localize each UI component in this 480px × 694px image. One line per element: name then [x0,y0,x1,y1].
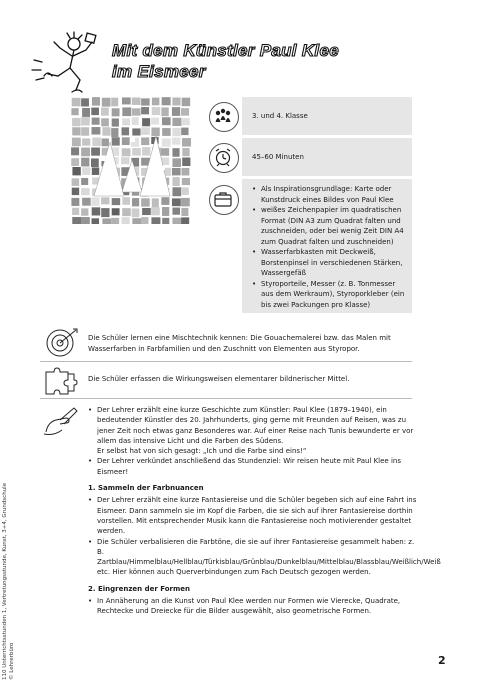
list-item: • Der Lehrer verkündet anschließend das Stundenziel: Wir reisen heute mit Paul Klee ins Eismeer! [88,456,420,477]
art-tile [81,117,90,125]
divider [40,398,412,399]
info-row-grade [208,97,412,135]
art-tile [72,188,79,195]
art-tile [81,208,88,215]
target-icon [40,326,84,360]
section-2-heading: 2. Eingrenzen der Formen [88,584,190,593]
art-tile [152,198,159,207]
procedure [88,405,441,617]
info-row-materials [208,179,412,313]
art-tile [181,118,189,125]
art-tile [101,197,109,204]
list-item: • In Annäherung an die Kunst von Paul Klee werden nur Formen wie Vierecke, Quadrate, Rechtecke und Dreiecke für die Bilder ausgewählt, also geometrische Formen. [88,596,420,617]
art-tile [141,98,150,105]
art-tile [81,98,89,106]
divider [40,361,412,362]
art-tile [112,198,120,205]
art-tile [162,128,170,136]
art-tile [81,158,89,167]
list-item: • Als Inspirationsgrundlage: Karte oder Kunstdruck eines Bildes von Paul Klee [252,184,406,205]
art-tile [141,137,149,145]
art-tile [132,128,140,135]
credits-text: 110 Unterrichtsstunden 1, Vertretungsstunde, Kunst, 3+4, Grundschule © Lehrerbüro [2,482,15,680]
art-tile [91,127,100,135]
art-tile [71,147,79,155]
art-tile [152,98,159,106]
art-tile [122,118,130,125]
art-tile [82,108,90,117]
art-tile [162,117,171,125]
art-tile [72,217,81,224]
suitcase-icon [212,188,234,210]
art-tile [71,158,79,166]
art-tile [122,208,131,216]
art-tile [161,107,168,116]
list-item: • weißes Zeichenpapier im quadratischen Format (DIN A3 zum Quadrat falten und zuschneiden, oder bei wenig Zeit DIN A4 zum Quadrat falten und zuschneiden) [252,205,406,247]
art-tile [151,118,159,125]
art-tile [102,127,110,136]
duration-text: 45–60 Minuten [252,153,304,161]
art-tile [122,97,131,104]
art-tile [132,117,139,125]
icon-cell [208,138,242,176]
art-tile [172,97,180,105]
hand-pen-icon [40,404,84,438]
art-tile [122,127,130,135]
art-tile [92,207,101,215]
art-tile [132,198,139,206]
quote-text: Er selbst hat von sich gesagt: „Ich und die Farbe sind eins!“ [97,447,307,456]
list-item: • Der Lehrer erzählt eine kurze Geschichte zum Künstler: Paul Klee (1879–1940), ein bedeutender Künstler des 20. Jahrhunderts, ging gerne mit Freunden auf Reisen, was zu jener Zeit noch etwas ganz Besonderes war. Auf einer Reise nach Tunis bewunderte er vor allem das intensive Licht und die Farben des Südens. [88,405,420,446]
art-tile [92,118,100,125]
section-1-list [88,495,441,577]
art-tile [172,187,181,196]
art-tile [92,218,100,224]
intro-list [88,405,420,477]
materials-list [252,184,406,310]
art-tile [82,198,91,206]
art-tile [122,217,130,224]
art-tile [92,167,99,174]
art-tile [81,188,89,195]
art-tile [121,157,129,164]
art-tile [151,217,160,224]
art-tile [182,187,189,194]
art-tile [81,148,90,157]
art-tile [172,138,180,145]
art-tile [172,198,181,206]
art-tile [92,138,101,147]
art-tile [162,207,169,216]
section-1-heading: 1. Sammeln der Farbnuancen [88,484,204,493]
list-item: • Styroporteile, Messer (z. B. Tonmesser aus dem Werkraum), Styroporkleber (ein bis zwei Packungen pro Klasse) [252,279,406,311]
art-tile [141,107,149,114]
ice-fragment [100,156,106,161]
list-item: • Der Lehrer erzählt eine kurze Fantasiereise und die Schüler begeben sich auf eine Fahrt ins Eismeer. Dann sammeln sie im Kopf die Farben, die sie sich auf ihrer Fantasiereise dorthin vorstellen. Mit entsprechender Musik kann die Fantasiereise noch motivierender gestaltet werden. [88,495,420,536]
art-tile [182,98,190,107]
art-tile [161,197,169,205]
art-tile [101,118,109,126]
art-tile [162,97,171,105]
art-tile [172,177,179,186]
art-tile [102,98,111,107]
art-tile [72,178,80,186]
art-tile [132,108,141,115]
art-tile [112,137,120,145]
goal-1-text: Die Schüler lernen eine Mischtechnik kennen: Die Gouachemalerei bzw. das Malen mit Wasserfarben in Farbfamilien und den Zuschnitt von Elementen aus Styropor. [88,334,391,353]
art-tile [172,118,181,126]
art-tile [162,138,171,146]
art-tile [71,108,78,115]
art-tile [162,218,169,224]
art-tile [91,158,99,167]
alarm-clock-icon [212,146,234,168]
art-tile [122,148,131,156]
art-tile [91,147,100,155]
grade-text: 3. und 4. Klasse [252,112,308,120]
art-tile [181,128,188,136]
art-tile [81,127,89,135]
ice-fragment [130,136,135,142]
art-tile [72,127,80,135]
ice-fragment [160,166,165,170]
art-tile [82,167,90,175]
art-tile [172,208,180,215]
art-tile [101,208,109,217]
art-tile [141,217,148,224]
art-tile [172,107,180,116]
art-tile [122,107,131,116]
art-tile [72,208,79,215]
art-tile [152,107,160,115]
sidebar-credits [2,482,16,680]
art-tile [182,138,191,147]
goal-2-text: Die Schüler erfassen die Wirkungsweisen elementarer bildnerischer Mittel. [88,375,350,383]
page-title [112,40,339,82]
pawns-icon [212,105,234,127]
art-tile [182,148,189,156]
art-tile [142,147,150,155]
art-tile [172,148,179,157]
list-item [88,446,420,456]
art-tile [111,98,118,107]
art-tile [151,128,159,137]
list-item: • Die Schüler verbalisieren die Farbtöne, die sie auf ihrer Fantasiereise gesammelt haben: z. B. Zartblau/Himmelblau/Hellblau/Türkisblau/Grünblau/Dunkelblau/Mittelblau/Blassblau/Weißlich/Weiß etc. Hier können auch Querverbindungen zum Fach Deutsch gezogen werden. [88,537,420,578]
art-tile [82,138,90,145]
art-tile [81,217,90,224]
list-item: • Wasserfarbkasten mit Deckweiß, Borstenpinsel in verschiedenen Stärken, Wassergefäß [252,247,406,279]
art-tile [102,138,109,146]
art-tile [112,208,120,215]
art-tile [181,217,189,224]
art-tile [91,197,99,205]
art-tile [122,197,130,205]
ice-fragment [114,180,118,185]
art-tile [141,127,150,135]
art-tile [102,218,111,224]
art-tile [101,108,109,116]
title-line-1: Mit dem Künstler Paul Klee [112,41,339,60]
art-tile [182,178,190,185]
icon-cell [208,97,242,135]
art-tile [111,218,119,224]
art-tile [72,118,80,126]
eismeer-artwork [70,96,192,224]
art-tile [142,208,151,215]
art-tile [181,208,188,216]
icon-cell [208,179,242,313]
art-tile [182,158,190,167]
art-tile [172,218,181,224]
art-tile [132,218,141,224]
art-tile [172,158,181,167]
art-tile [181,198,190,206]
art-tile [132,148,141,156]
art-tile [161,148,169,156]
art-tile [81,178,88,185]
art-tile [132,97,141,104]
art-tile [72,167,80,175]
art-tile [132,208,140,217]
art-tile [172,168,181,175]
art-tile [182,168,190,175]
art-tile [112,108,120,116]
runner-figure [30,30,110,98]
page-number: 2 [438,654,446,667]
art-tile [92,97,100,106]
art-tile [141,198,150,206]
art-tile [112,118,119,126]
art-tile [91,108,99,116]
art-tile [72,138,81,147]
art-tile [72,98,81,107]
title-line-2: im Eismeer [112,62,206,81]
art-tile [111,128,118,137]
art-tile [172,128,180,136]
art-tile [181,108,189,116]
puzzle-icon [40,364,84,398]
info-row-duration [208,138,412,176]
art-tile [71,198,79,206]
art-tile [142,118,150,126]
section-2-list [88,596,420,617]
art-tile [151,207,160,215]
art-tile [122,137,130,145]
